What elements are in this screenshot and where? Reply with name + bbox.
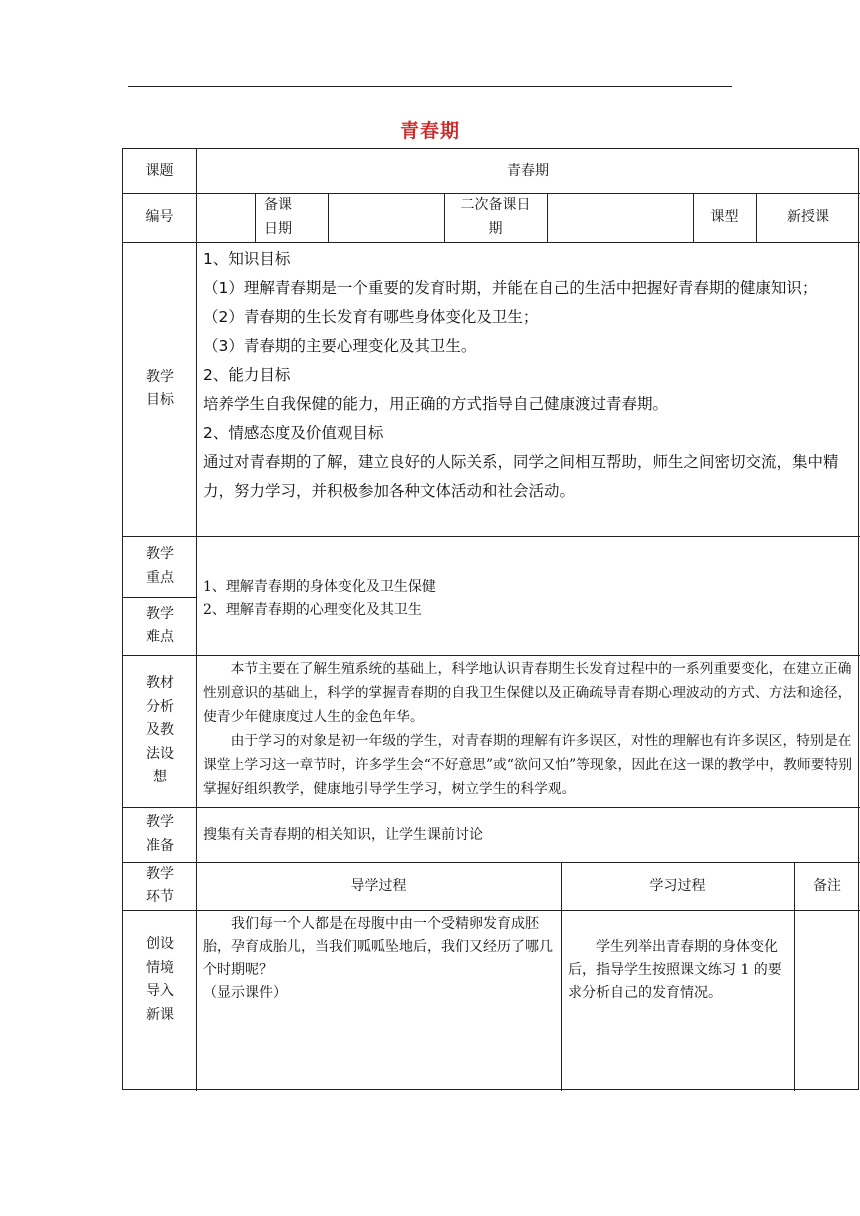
prep-date-label: 备课日期	[264, 197, 292, 237]
lesson-plan-table	[122, 148, 859, 1090]
analysis-content	[203, 657, 855, 801]
second-prep-date-label: 二次备课日期	[460, 197, 531, 237]
process-label: 教学环节	[146, 865, 174, 905]
col-divider	[196, 149, 197, 1091]
intro-label: 创设情境导入新课	[146, 936, 174, 1023]
learn-column-header: 学习过程	[649, 877, 706, 894]
goal-line: 通过对青春期的了解，建立良好的人际关系，同学之间相互帮助，师生之间密切交流，集中精力，努力学习，并积极参加各种文体活动和社会活动。	[203, 453, 839, 500]
note-column-header: 备注	[813, 877, 841, 894]
goals-content	[203, 245, 855, 506]
serial-label: 编号	[145, 209, 174, 225]
topic-value: 青春期	[507, 162, 549, 179]
row-divider	[123, 536, 860, 537]
topic-label: 课题	[145, 162, 174, 179]
analysis-paragraph: 由于学习的对象是初一年级的学生，对青春期的理解有许多误区，对性的理解也有许多误区，特别是在课堂上学习这一章节时，许多学生会“不好意思”或“欲问又怕”等现象，因此在这一课的教学中，教师要特别掌握好组织教学，健康地引导学生学习，树立学生的科学观。	[203, 733, 853, 797]
key-difficulty-content	[203, 576, 843, 622]
key-point-label: 教学重点	[146, 546, 174, 586]
goal-line: （3）青春期的主要心理变化及其卫生。	[203, 337, 477, 355]
intro-guide-text: 我们每一个人都是在母腹中由一个受精卵发育成胚胎，孕育成胎儿，当我们呱呱坠地后，我们又经历了哪几个时期呢？	[203, 916, 553, 978]
analysis-paragraph: 本节主要在了解生殖系统的基础上，科学地认识青春期生长发育过程中的一系列重要变化，在建立正确性别意识的基础上，科学的掌握青春期的自我卫生保健以及正确疏导青春期心理波动的方式、方法和途径，使青少年健康度过人生的金色年华。	[203, 661, 852, 725]
col-divider	[547, 193, 548, 242]
lesson-type-label: 课型	[710, 209, 739, 225]
intro-guide-note: （显示课件）	[203, 985, 287, 1001]
difficulty-label: 教学难点	[146, 605, 174, 645]
goal-line: 1、知识目标	[203, 250, 291, 268]
difficulty-value: 2、理解青春期的心理变化及其卫生	[203, 602, 422, 618]
header-rule	[128, 86, 732, 87]
goal-line: （1）理解青春期是一个重要的发育时期，并能在自己的生活中把握好青春期的健康知识；	[203, 279, 818, 297]
col-divider	[255, 193, 256, 242]
row-divider	[123, 910, 860, 911]
row-divider	[123, 242, 860, 243]
goals-label: 教学目标	[146, 368, 174, 408]
preparation-label: 教学准备	[146, 814, 174, 854]
analysis-label: 教材分析及教法设想	[146, 675, 174, 786]
preparation-value: 搜集有关青春期的相关知识，让学生课前讨论	[203, 826, 483, 843]
intro-learn-text: 学生列举出青春期的身体变化后，指导学生按照课文练习 1 的要求分析自己的发育情况。	[568, 939, 782, 1001]
intro-guide	[203, 913, 555, 1005]
goal-line: 培养学生自我保健的能力，用正确的方式指导自己健康渡过青春期。	[203, 395, 669, 413]
page-title: 青春期	[399, 120, 460, 142]
goal-line: （2）青春期的生长发育有哪些身体变化及卫生；	[203, 308, 539, 326]
col-divider	[328, 193, 329, 242]
intro-learn	[568, 936, 788, 1005]
goal-line: 2、能力目标	[203, 366, 291, 384]
lesson-type-value: 新授课	[787, 209, 829, 225]
goal-line: 2、情感态度及价值观目标	[203, 424, 384, 442]
row-divider	[123, 655, 860, 656]
guide-column-header: 导学过程	[350, 877, 407, 894]
key-point-value: 1、理解青春期的身体变化及卫生保健	[203, 579, 436, 595]
